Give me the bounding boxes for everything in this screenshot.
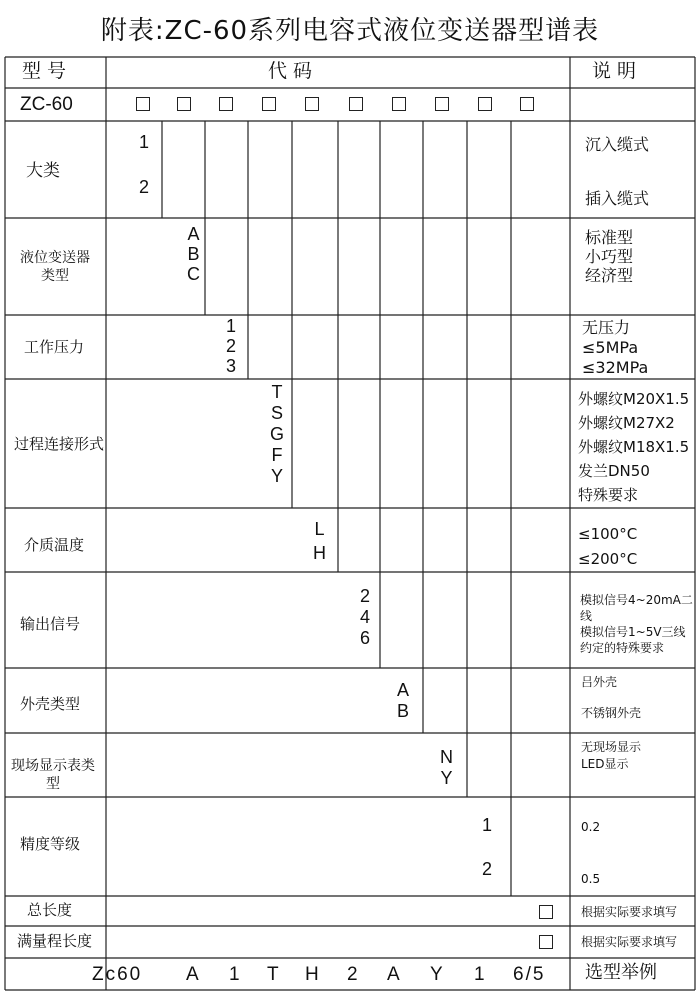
label-medium-temp: 介质温度 [24,536,85,554]
code-pressure-3: 3 [226,356,237,376]
code-housing-b: B [397,701,410,721]
label-accuracy: 精度等级 [20,835,81,853]
desc-transmitter-2: 小巧型 [585,247,634,266]
header-code: 代 码 [268,60,313,82]
code-box-2 [177,97,191,111]
example-code-9: 6/5 [513,964,546,985]
code-display-y: Y [440,768,453,788]
label-output: 输出信号 [20,615,81,633]
code-box-7 [392,97,406,111]
range-length-box[interactable] [539,935,553,949]
code-box-4 [262,97,276,111]
code-temp-l: L [314,519,325,539]
code-connection-y: Y [271,466,284,486]
code-pressure-1: 1 [226,316,237,336]
code-transmitter-c: C [187,264,200,284]
label-connection: 过程连接形式 [14,435,105,453]
label-major: 大类 [26,161,60,181]
code-output-6: 6 [360,628,371,648]
desc-temp-1: ≤100°C [578,525,638,543]
desc-output-1: 模拟信号4~20mA二线 [580,593,693,623]
desc-output-2: 模拟信号1~5V三线 [580,625,686,639]
label-housing: 外壳类型 [20,695,81,713]
code-connection-t: T [271,382,283,402]
desc-connection-1: 外螺纹M20X1.5 [578,390,690,408]
code-display-n: N [440,747,453,767]
code-box-5 [305,97,319,111]
code-accuracy-1: 1 [482,815,493,835]
desc-major-2: 插入缆式 [585,189,650,208]
code-output-4: 4 [360,607,371,627]
desc-display-2: LED显示 [581,757,629,771]
code-major-2: 2 [139,177,150,197]
model-name: ZC-60 [20,94,73,115]
label-total-length: 总长度 [27,901,73,919]
example-code-1: A [186,964,199,985]
example-code-5: 2 [347,964,358,985]
label-pressure: 工作压力 [24,338,85,356]
desc-connection-5: 特殊要求 [578,486,639,504]
desc-total-length: 根据实际要求填写 [581,905,678,919]
desc-accuracy-2: 0.5 [581,872,601,886]
code-box-8 [435,97,449,111]
code-output-2: 2 [360,586,371,606]
code-connection-s: S [271,403,284,423]
code-box-10 [520,97,534,111]
label-range-length: 满量程长度 [17,932,93,950]
code-box-6 [349,97,363,111]
code-box-1 [136,97,150,111]
page-title: 附表:ZC-60系列电容式液位变送器型谱表 [100,16,600,46]
desc-pressure-1: 无压力 [582,318,631,337]
desc-output-3: 约定的特殊要求 [580,641,665,655]
desc-range-length: 根据实际要求填写 [581,935,678,949]
example-code-3: T [267,964,279,985]
code-connection-g: G [270,424,285,444]
desc-transmitter-3: 经济型 [585,266,634,285]
desc-connection-3: 外螺纹M18X1.5 [578,438,690,456]
header-desc: 说 明 [592,60,637,82]
code-pressure-2: 2 [226,336,237,356]
example-code-7: Y [430,964,443,985]
desc-connection-4: 发兰DN50 [578,462,650,480]
desc-housing-2: 不锈钢外壳 [581,706,642,720]
code-transmitter-a: A [187,224,200,244]
desc-pressure-3: ≤32MPa [582,358,649,377]
desc-major-1: 沉入缆式 [585,135,650,154]
desc-display-1: 无现场显示 [581,740,642,754]
desc-housing-1: 吕外壳 [581,675,618,689]
desc-temp-2: ≤200°C [578,550,638,568]
example-label: 选型举例 [585,962,657,983]
example-model: Zc60 [92,964,143,985]
example-code-2: 1 [229,964,240,985]
code-transmitter-b: B [187,244,200,264]
total-length-box[interactable] [539,905,553,919]
code-box-3 [219,97,233,111]
label-transmitter-type: 液位变送器类型 [20,250,90,284]
desc-pressure-2: ≤5MPa [582,338,639,357]
header-model: 型 号 [22,60,67,82]
code-connection-f: F [271,445,283,465]
desc-transmitter-1: 标准型 [585,228,634,247]
desc-accuracy-1: 0.2 [581,820,601,834]
code-box-9 [478,97,492,111]
code-temp-h: H [313,543,326,563]
desc-connection-2: 外螺纹M27X2 [578,414,675,432]
example-code-6: A [387,964,400,985]
code-accuracy-2: 2 [482,859,493,879]
code-housing-a: A [397,680,410,700]
example-code-4: H [305,964,319,985]
example-code-8: 1 [474,964,485,985]
code-major-1: 1 [139,132,150,152]
label-display: 现场显示表类型 [11,758,95,792]
